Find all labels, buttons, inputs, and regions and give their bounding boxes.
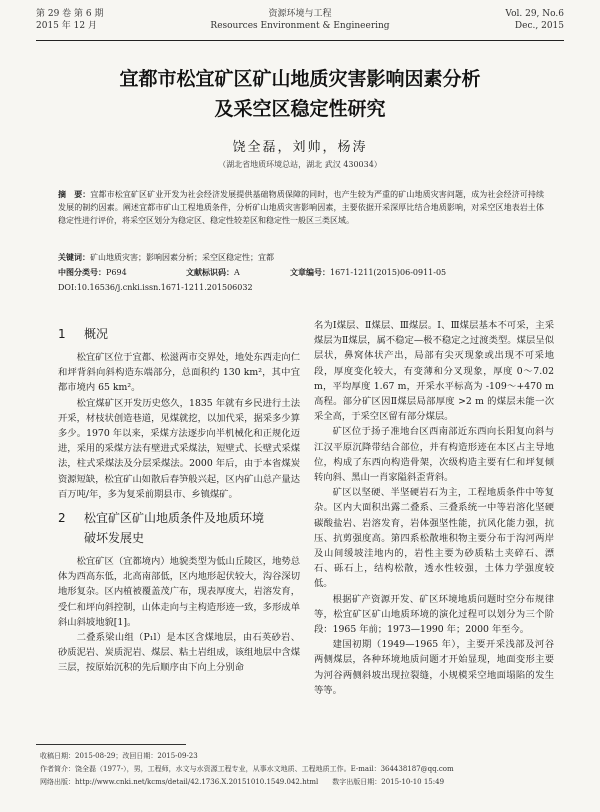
online-publication: 网络出版：http://www.cnki.net/kcms/detail/42.1736.X.20151010.1549.042.html 数字出版日期：2015-10-10 15:49	[40, 778, 445, 786]
body-column-left	[58, 318, 300, 676]
footnote	[40, 750, 570, 789]
abstract-text: 宜都市松宜矿区矿业开发为社会经济发展提供基础物质保障的同时，也产生较为严重的矿山地质灾害问题，成为社会经济可持续发展的制约因素。阐述宜都市矿山工程地质条件，分析矿山地质灾害影响因素，主要依据开采深厚比结合地质影响，对采空区地表岩土体稳定性进行评价，将采空区划分为稳定区、稳定性较差区和稳定性一般区三类区域。	[58, 190, 545, 225]
clc-number: 中图分类号：P694	[58, 268, 127, 277]
author-list: 饶全磊，刘帅，杨涛	[232, 140, 368, 155]
header-divider	[36, 40, 564, 41]
paragraph: 二叠系梁山组（P₁l）是本区含煤地层，由石英砂岩、砂质泥岩、炭质泥岩、煤层、粘土岩组成，该组地层中含煤三层，按原始沉积的先后顺序由下向上分别命	[58, 632, 300, 674]
paragraph: 名为Ⅰ煤层、Ⅱ煤层、Ⅲ煤层。Ⅰ、Ⅲ煤层基本不可采，主采煤层为Ⅱ煤层，属不稳定—极不稳定之过渡类型。煤层呈似层状，鼻窝体状产出，局部有尖灭现象或出现不可采地段，厚度变化较大，有变薄和分叉现象，厚度 0～7.02 m，平均厚度 1.67 m，开采水平标高为 -109～+470 m 高程。部分矿区因Ⅱ煤层局部厚度 >2 m 的煤层未能一次采全高，于采空区留有部分煤层。	[314, 320, 554, 423]
paragraph: 建国初期（1949—1965 年），主要开采浅部及河谷两侧煤层，各种环境地质问题才开始显现，地面变形主要为河谷两侧斜坡出现拉裂缝，小规模采空地面塌陷的发生等等。	[314, 639, 554, 696]
abstract	[58, 188, 544, 227]
paragraph: 松宜煤矿区开发历史悠久，1835 年就有乡民进行土法开采，材枝状创造巷道，见煤就挖，以加代采，据采多少算多少。1970 年以来，采煤方法逐步向半机械化和正规化迈进，采用的采煤方法有壁进式采煤法，短壁式、长壁式采煤法，柱式采煤法及分层采煤法。2000 年后，由于本省煤炭资源短缺，松宜矿山如散后春笋般兴起，区内矿山总产量达百万吨/年，多为复采前期县市、乡镇煤矿。	[58, 397, 300, 500]
paragraph: 根据矿产资源开发、矿区环境地质问题时空分布规律等，松宜矿区矿山地质环境的演化过程可以划分为三个阶段：1965 年前；1973—1990 年；2000 年至今。	[314, 593, 554, 636]
paragraph: 松宜矿区位于宜都、松滋两市交界处，地处东西走向仁和坪背斜向斜构造东端部分，总面积约 130 km²，其中宜都市境内 65 km²。	[58, 352, 300, 394]
running-header	[36, 8, 564, 44]
journal-volume: 第 29 卷 第 6 期 2015 年 12 月	[36, 9, 104, 31]
keywords-label: 关键词：	[58, 253, 90, 262]
paragraph: 松宜矿区（宜都境内）地貌类型为低山丘陵区，地势总体为西高东低，北高南部低，区内地形起伏较大，沟谷深切地形复杂。区内植被覆盖茂广布，现表厚度大，岩溶发育，受仁和坪向斜控制，山体走向与主构造形迹一致，多形成单斜山斜坡地貌[1]。	[58, 556, 300, 628]
paragraph: 矿区位于扬子准地台区西南部近东西向长阳复向斜与江汉平原沉降带结合部位，并有构造形迹在本区占主导地位，构成了东西向构造骨架，次级构造主要有仁和坪复倾转向斜、黑山一肖家隘斜歪背斜。	[314, 426, 554, 484]
article-number: 文章编号：1671-1211(2015)06-0911-05	[290, 268, 447, 277]
abstract-label: 摘 要：	[58, 190, 91, 199]
keywords-text: 矿山地质灾害；影响因素分析；采空区稳定性；宜都	[90, 253, 274, 262]
body-column-right	[314, 318, 554, 698]
received-date: 收稿日期：2015-08-29；改回日期：2015-09-23	[40, 752, 198, 760]
section-heading-2: 2 松宜矿区矿山地质条件及地质环境 破坏发展史	[58, 511, 265, 546]
paper-title: 宜都市松宜矿区矿山地质灾害影响因素分析 及采空区稳定性研究	[119, 68, 481, 120]
author-bio: 作者简介：饶全磊（1977-），男，工程师，水文与水资源工程专业，从事水文地质、工程地质工作。E-mail：364438187@qq.com	[40, 765, 454, 773]
classification-row	[58, 267, 544, 279]
footnote-divider	[36, 744, 186, 745]
keywords	[58, 252, 544, 264]
affiliation: （湖北省地质环境总站，湖北 武汉 430034）	[218, 160, 382, 169]
section-heading-1: 1 概况	[58, 327, 109, 341]
paragraph: 矿区以坚硬、半坚硬岩石为主，工程地质条件中等复杂。区内大面积出露二叠系、三叠系统一中等岩溶化坚硬碳酸盐岩、岩溶发育，岩体强坚性能，抗风化能力强，抗压、抗剪强度高。第四系松散堆积物主要分布于沟河两岸及山间缓坡洼地内的，岩性主要为砂质粘土夹碎石、漂石、砾石上，结构松散，透水性较强，土体力学强度较低。	[314, 487, 554, 590]
journal-name: 资源环境与工程 Resources Environment & Engineering	[210, 9, 390, 31]
doi: DOI:10.16536/j.cnki.issn.1671-1211.201506032	[58, 283, 253, 292]
document-code: 文献标识码：A	[186, 268, 240, 277]
journal-volume-en: Vol. 29, No.6 Dec., 2015	[505, 9, 564, 31]
